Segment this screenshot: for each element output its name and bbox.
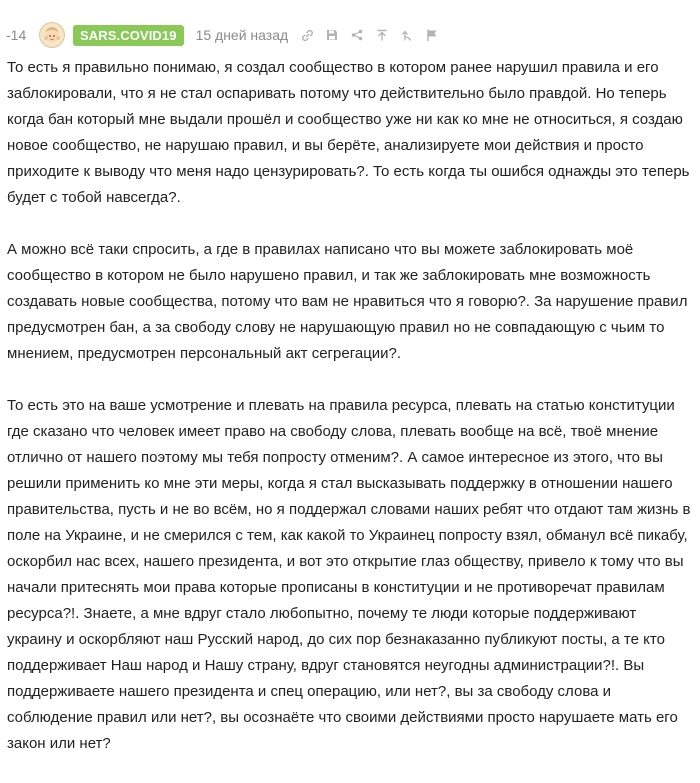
comment-paragraph: То есть это на ваше усмотрение и плевать на правила ресурса, плевать на статью конституции где сказано что человек имеет право на свободу слова, плевать вообще на всё, твоё мнение отлично от нашего поэтому мы тебя попросту отменим?. А самое интересное из этого, что вы решили применить ко мне эти меры, когда я стал высказывать поддержку в отношении нашего правительства, пусть и не во всём, но я поддержал словами наших ребят что отдают там жизнь в поле на Украине, и не смерился с тем, как какой то Украинец попросту взял, обманул всё пикабу, оскорбил нас всех, нашего президента, и вот это открытие глаз обществу, привело к тому что вы начали притеснять мои права которые прописаны в конституции и не противоречат правилам ресурса?!. Знаете, а мне вдруг стало любопытно, почему те люди которые поддерживают украину и оскорбляют наш Русский народ, до сих пор безнаказанно публикуют посты, а те кто поддерживает Наш народ и Нашу страну, вдруг становятся неугодны администрации?!. Вы поддерживаете нашего президента и спец операцию, или нет?, вы за свободу слова и соблюдение правил или нет?, вы осознаёте что своими действиями просто нарушаете мать его закон или нет? [7,397,691,752]
report-flag-icon[interactable] [425,28,439,42]
comment-body [7,55,695,783]
branch-icon[interactable] [400,28,414,42]
avatar-face-icon [41,24,63,46]
share-icon[interactable] [350,28,364,42]
comment-header [0,20,700,50]
avatar[interactable] [39,22,65,48]
link-icon[interactable] [300,28,314,42]
comment-timestamp[interactable]: 15 дней назад [195,27,289,43]
comment-rating: -14 [6,27,27,43]
comment-actions [300,28,450,42]
scroll-to-parent-icon[interactable] [375,28,389,42]
comment-paragraph: То есть я правильно понимаю, я создал сообщество в котором ранее нарушил правила и его заблокировали, что я не стал оспаривать потому что действительно было правдой. Но теперь когда бан который мне выдали прошёл и сообщество уже ни как ко мне не относиться, я создаю новое сообщество, не нарушаю правил, и вы берёте, анализируете мои действия и просто приходите к выводу что меня надо цензурировать?. То есть когда ты ошибся однажды это теперь будет с тобой навсегда?. [7,59,690,206]
save-icon[interactable] [325,28,339,42]
comment-paragraph: А можно всё таки спросить, а где в правилах написано что вы можете заблокировать моё сообщество в котором не было нарушено правил, и так же заблокировать мне возможность создавать новые сообщества, потому что вам не нравиться что я говорю?. За нарушение правил предусмотрен бан, а за свободу слову не нарушающую правил но не совпадающую с чьим то мнением, предусмотрен персональный акт сегрегации?. [7,241,688,362]
username-badge[interactable]: SARS.COVID19 [73,25,184,46]
